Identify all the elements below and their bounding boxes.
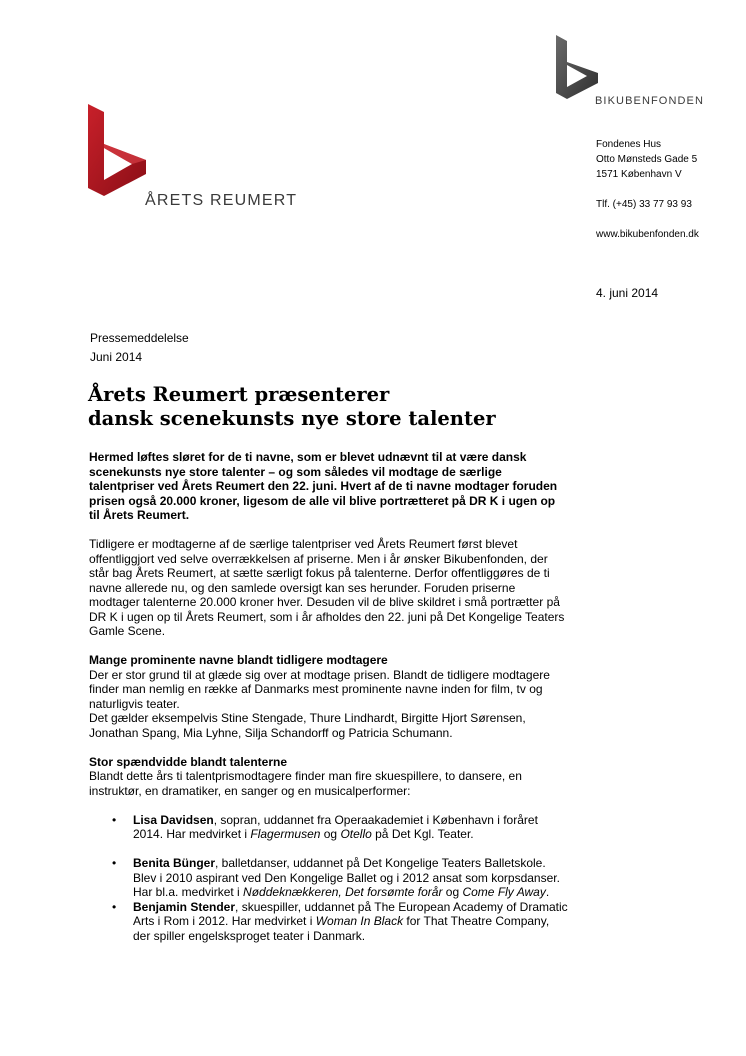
talent-text: , sopran, uddannet fra Operaakademiet i København i foråret 2014. Har medvirket i [133, 812, 538, 841]
address-line: Otto Mønsteds Gade 5 [596, 154, 698, 165]
bullet-icon: • [112, 899, 117, 914]
body-paragraph: Det gælder eksempelvis Stine Stengade, Thure Lindhardt, Birgitte Hjort Sørensen, Jonathan Spang, Mia Lyhne, Silja Schandorff og Patricia Schumann. [89, 711, 526, 740]
headline [88, 383, 558, 431]
document-date: 4. juni 2014 [596, 286, 659, 300]
talent-name: Benjamin Stender [133, 899, 236, 914]
section-heading: Stor spændvidde blandt talenterne [89, 754, 288, 769]
body-paragraph: Blandt dette års ti talentprismodtagere finder man fire skuespillere, to dansere, en instruktør, en dramatiker, en sanger og en musicalperformer: [89, 769, 522, 798]
talent-text: . [545, 885, 550, 899]
bikubenfonden-wordmark: BIKUBENFONDEN [595, 95, 705, 107]
talent-text: og [442, 885, 463, 899]
list-item [89, 813, 569, 842]
work-title: Come Fly Away [462, 885, 546, 899]
aarets-reumert-logo-icon [86, 104, 148, 196]
website-link[interactable]: www.bikubenfonden.dk [596, 229, 699, 240]
headline-line-2: dansk scenekunsts nye store talenter [88, 407, 496, 430]
article-body [89, 450, 569, 943]
talent-text: og [320, 827, 341, 841]
talent-name: Lisa Davidsen [133, 812, 214, 827]
work-title: Flagermusen [250, 827, 321, 841]
work-title: Otello [340, 827, 372, 841]
list-item [89, 856, 569, 900]
list-spacer [89, 842, 569, 857]
body-paragraph: Der er stor grund til at glæde sig over at modtage prisen. Blandt de tidligere modtagere finder man nemlig en række af Danmarks mest prominente navne inden for film, tv og naturligvis teater. [89, 667, 550, 711]
headline-line-1: Årets Reumert præsenterer [88, 383, 390, 406]
talent-text: , skuespiller, uddannet på The European Academy of Dramatic Arts i Rom i 2012. Har medvirket i [133, 899, 568, 928]
bullet-icon: • [112, 812, 117, 827]
work-title: Woman In Black [315, 914, 404, 928]
address-block [596, 137, 699, 242]
document-type: Pressemeddelelse [90, 331, 189, 345]
address-line: Fondenes Hus [596, 139, 662, 150]
section-heading: Mange prominente navne blandt tidligere modtagere [89, 653, 388, 667]
work-title: Nøddeknækkeren, Det forsømte forår [243, 885, 443, 899]
list-item [89, 900, 569, 944]
talent-text: , balletdanser, uddannet på Det Kongelige Teaters Balletskole. Blev i 2010 aspirant ved Den Kongelige Ballet og i 2012 ansat som korpsdanser. Har bl.a. medvirket i [133, 856, 560, 899]
talent-text: for That Theatre Company, der spiller engelsksproget teater i Danmark. [133, 914, 550, 943]
lead-paragraph: Hermed løftes sløret for de ti navne, som er blevet udnævnt til at være dansk scenekunsts nye store talenter – og som således vil modtage de særlige talentpriser ved Årets Reumert den 22. juni. Hvert af de ti navne modtager foruden prisen også 20.000 kroner, ligesom de alle vil blive portrætteret på DR K i ugen op til Årets Reumert. [89, 450, 558, 522]
body-paragraph: Tidligere er modtagerne af de særlige talentpriser ved Årets Reumert først blevet offentliggjort ved selve overrækkelsen af priserne. Men i år ønsker Bikubenfonden, der står bag Årets Reumert, at sætte særligt fokus på talenterne. Derfor offentliggøres de ti navne allerede nu, og den samlede oversigt kan ses herunder. Foruden priserne modtager talenterne 20.000 kroner hver. Desuden vil de blive skildret i små portrætter på DR K i ugen op til Årets Reumert, som i år afholdes den 22. juni på Det Kongelige Teaters Gamle Scene. [89, 537, 565, 638]
talent-text: på Det Kgl. Teater. [371, 827, 474, 841]
address-line: 1571 København V [596, 169, 682, 180]
talent-name: Benita Bünger [133, 856, 216, 870]
bikubenfonden-logo-icon [555, 35, 599, 99]
document-month: Juni 2014 [90, 350, 143, 364]
phone-number: Tlf. (+45) 33 77 93 93 [596, 199, 692, 210]
document-meta [90, 329, 189, 367]
talent-list [89, 813, 569, 944]
aarets-reumert-wordmark: ÅRETS REUMERT [145, 192, 298, 209]
bullet-icon: • [112, 856, 117, 870]
